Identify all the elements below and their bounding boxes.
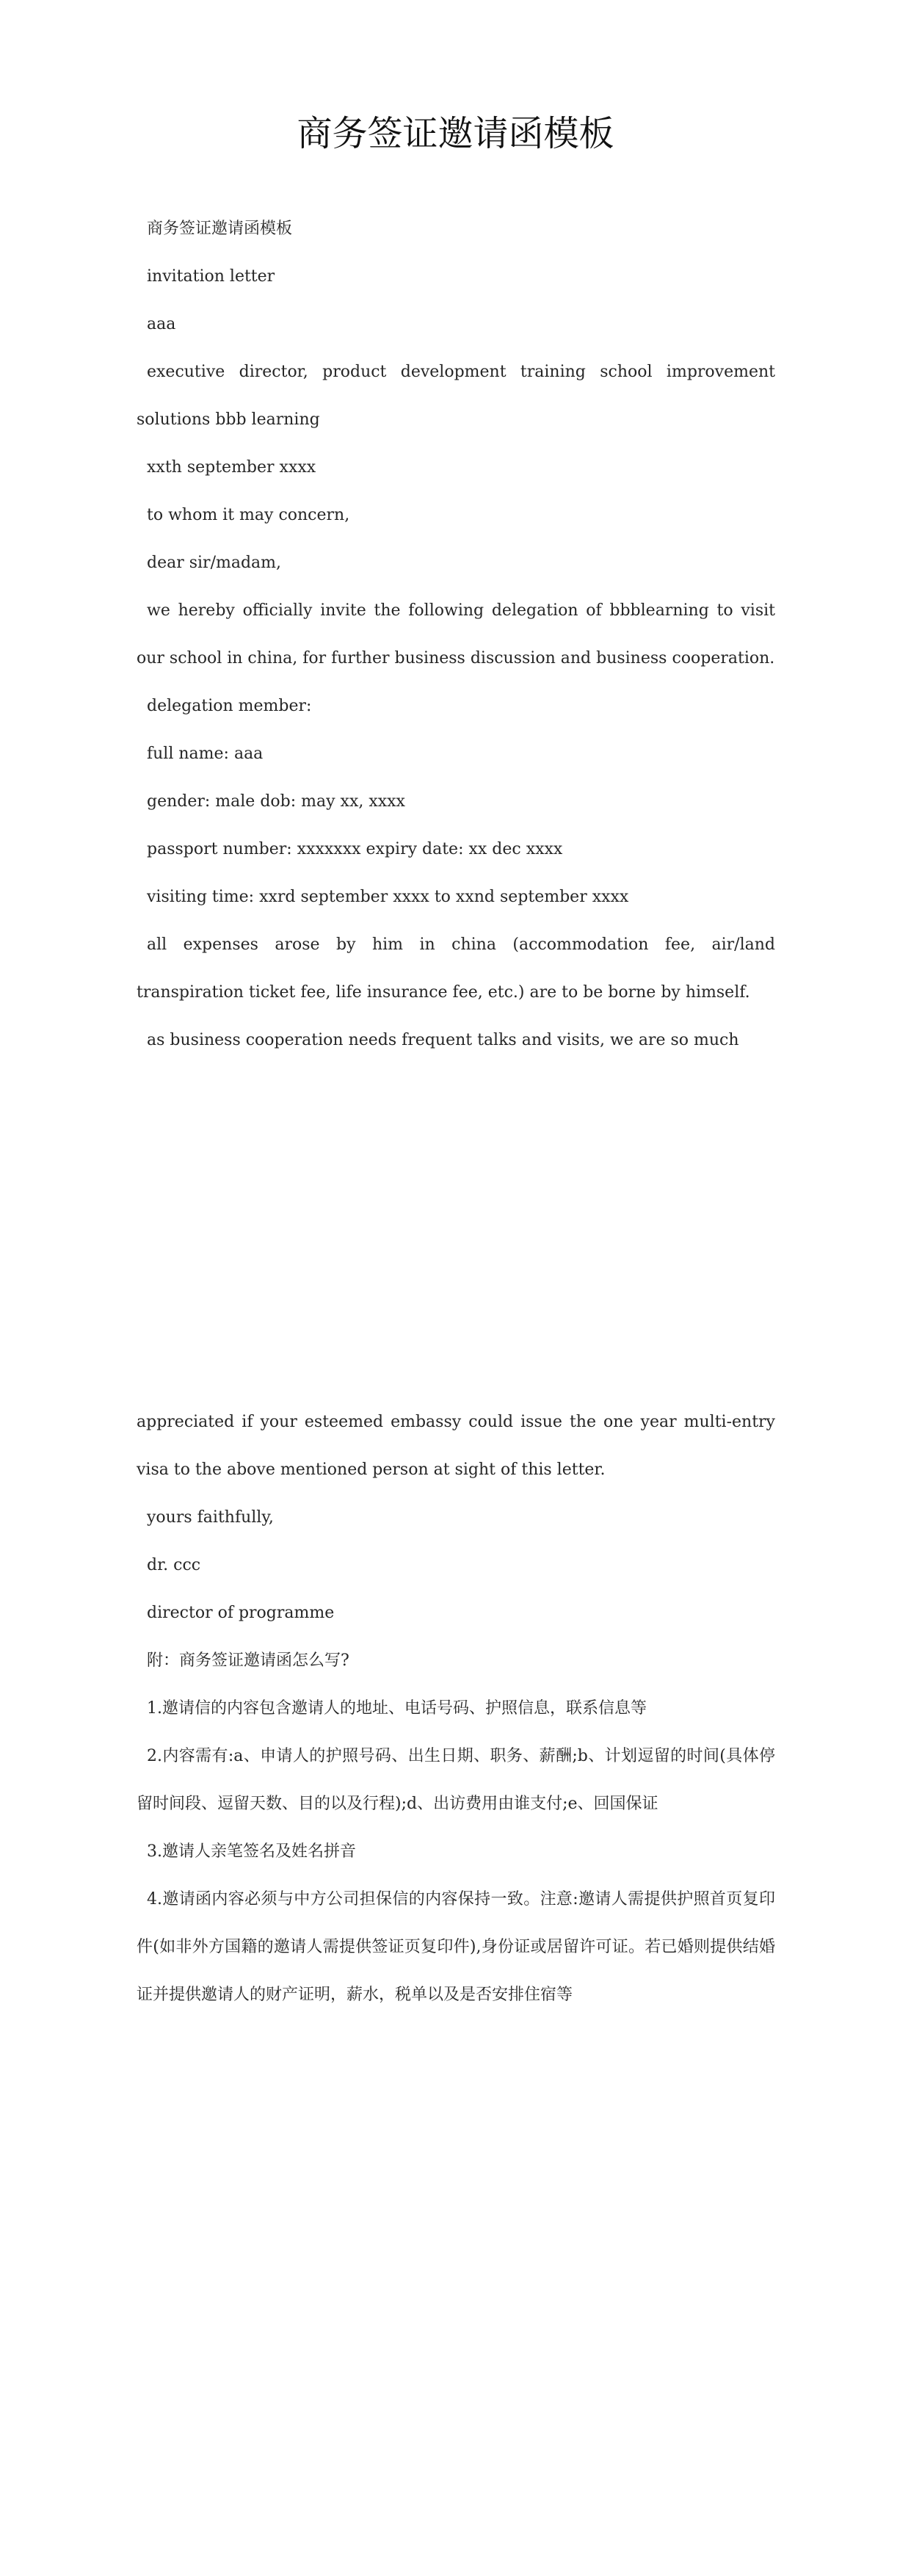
letter-heading: invitation letter [147,267,275,286]
salutation: dear sir/madam, [147,554,282,572]
sender-title: executive director, product development training school improvement solutions bbb learning [137,363,775,429]
delegation-heading: delegation member: [147,697,312,715]
letter-date: xxth september xxxx [147,458,316,477]
signer-name: dr. ccc [147,1556,201,1574]
closing: yours faithfully, [147,1508,274,1527]
cooperation-paragraph-start: as business cooperation needs frequent talks and visits, we are so much [147,1031,739,1049]
appendix-item-3: 3.邀请人亲笔签名及姓名拼音 [147,1842,356,1861]
appendix-item-2: 2.内容需有:a、申请人的护照号码、出生日期、职务、薪酬;b、计划逗留的时间(具体停留时间段、逗留天数、目的以及行程);d、出访费用由谁支付;e、回国保证 [137,1747,775,1813]
appendix-heading: 附：商务签证邀请函怎么写? [147,1651,349,1670]
sender-name: aaa [147,315,176,333]
appendix-item-1: 1.邀请信的内容包含邀请人的地址、电话号码、护照信息，联系信息等 [147,1699,647,1718]
salutation-general: to whom it may concern, [147,506,350,524]
signer-title: director of programme [147,1604,335,1622]
visiting-time: visiting time: xxrd september xxxx to xxnd september xxxx [147,888,629,906]
invitation-paragraph: we hereby officially invite the following delegation of bbblearning to visit our school in china, for further business discussion and business cooperation. [137,601,775,667]
member-gender-dob: gender: male dob: may xx, xxxx [147,792,405,811]
letter-body-part-1 [137,205,775,1064]
document-title: 商务签证邀请函模板 [297,113,614,154]
member-passport: passport number: xxxxxxx expiry date: xx dec xxxx [147,840,563,858]
subtitle-line: 商务签证邀请函模板 [147,220,293,238]
appendix-item-4: 4.邀请函内容必须与中方公司担保信的内容保持一致。注意:邀请人需提供护照首页复印件(如非外方国籍的邀请人需提供签证页复印件),身份证或居留许可证。若已婚则提供结婚证并提供邀请人的财产证明，薪水，税单以及是否安排住宿等 [137,1890,775,2004]
expenses-paragraph: all expenses arose by him in china (accommodation fee, air/land transpiration ticket fee, life insurance fee, etc.) are to be borne by himself. [137,936,775,1002]
member-full-name: full name: aaa [147,745,264,763]
cooperation-paragraph-end: appreciated if your esteemed embassy could issue the one year multi-entry visa to the above mentioned person at sight of this letter. [137,1413,775,1479]
letter-body-part-2 [137,1398,775,2019]
